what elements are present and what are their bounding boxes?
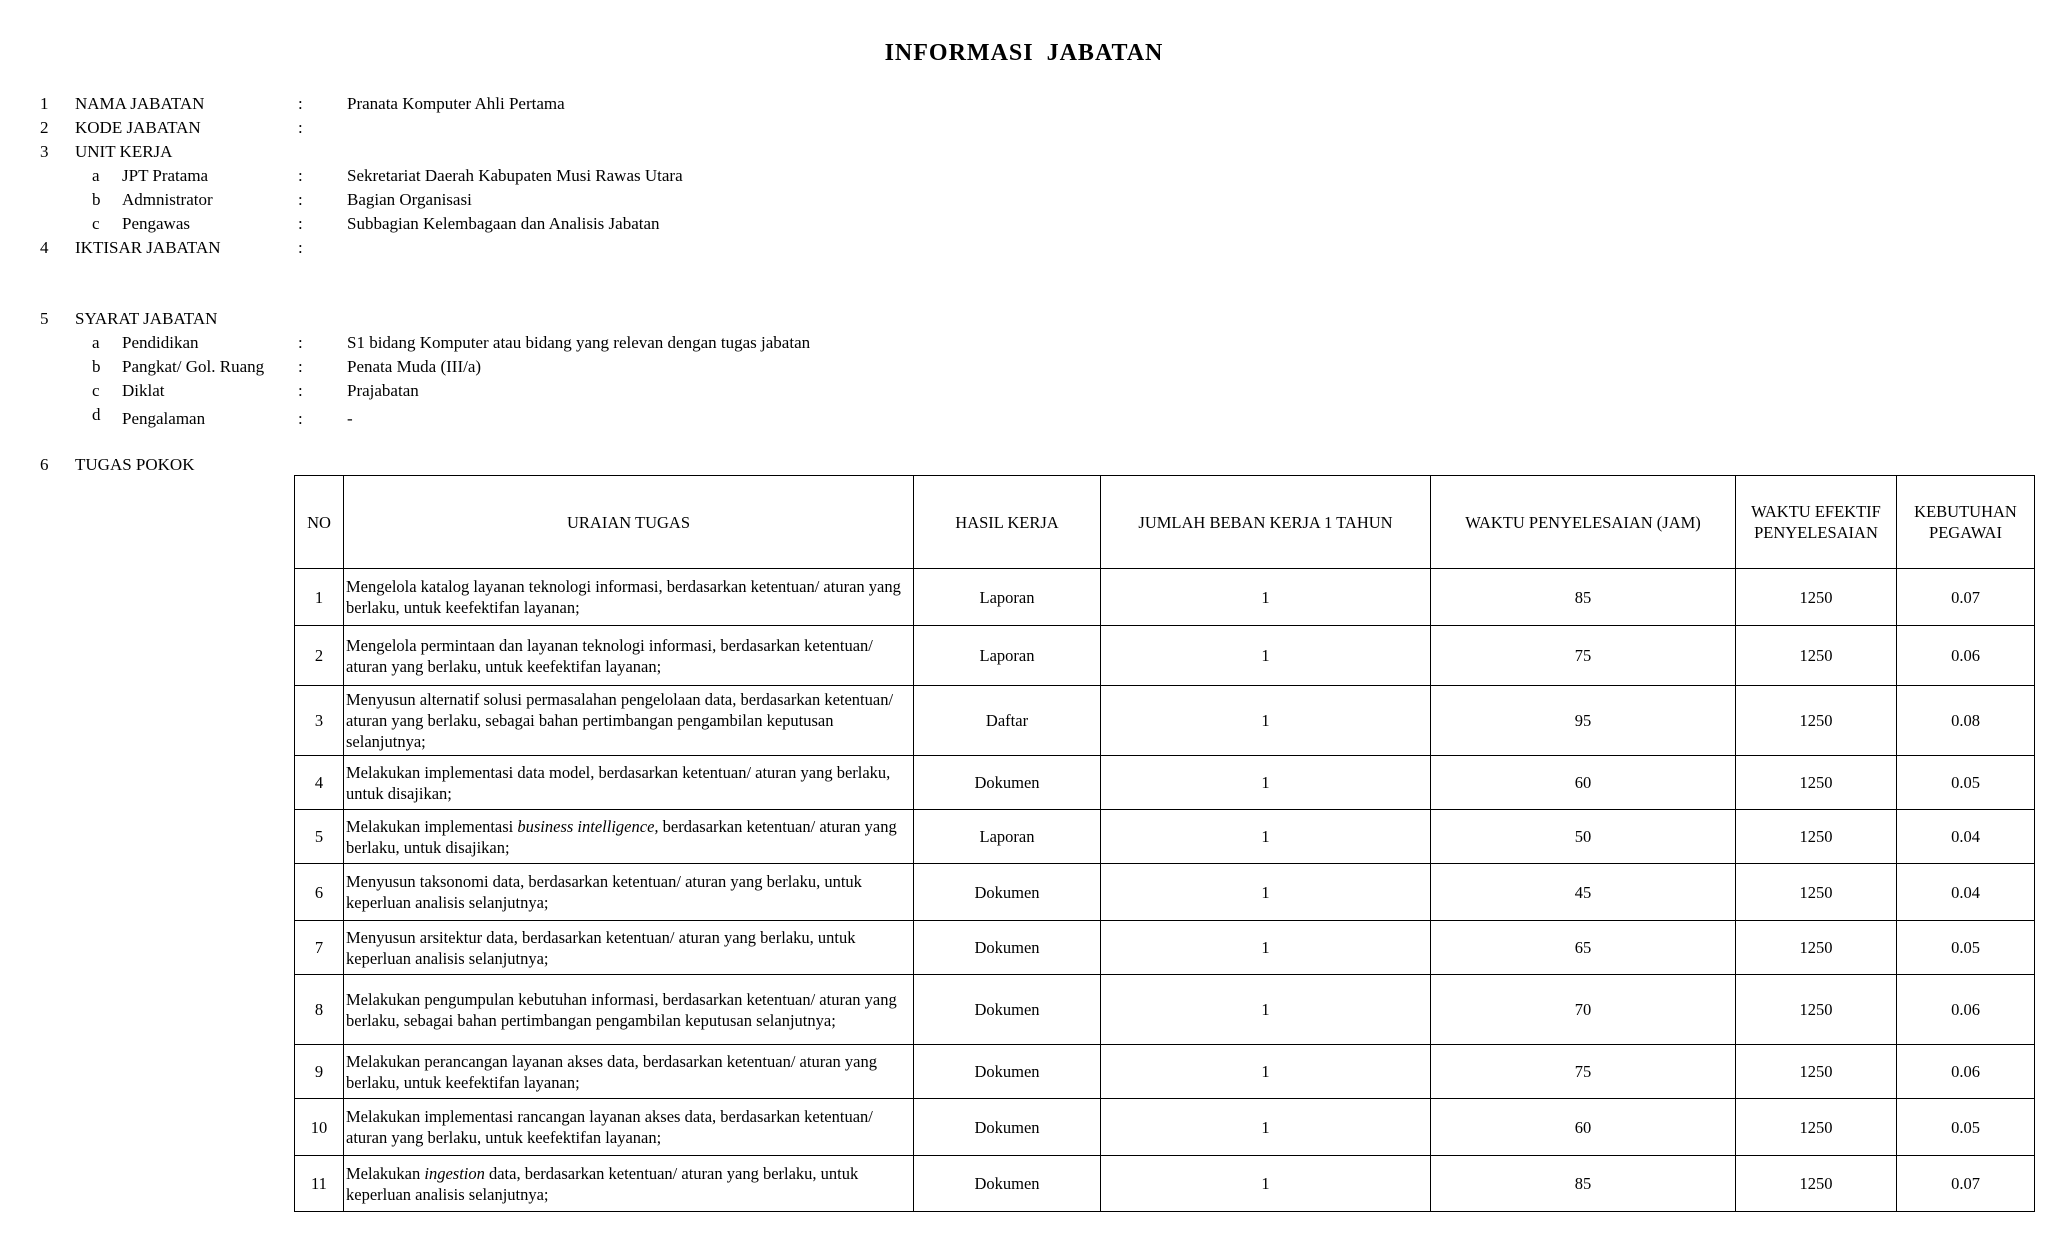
cell-uraian: Menyusun alternatif solusi permasalahan pengelolaan data, berdasarkan ketentuan/ aturan yang berlaku, sebagai bahan pertimbangan pengambilan keputusan selanjutnya; [344, 686, 914, 756]
cell-efektif: 1250 [1736, 1045, 1897, 1099]
table-row [295, 864, 2035, 921]
sub-colon: : [298, 381, 303, 400]
cell-kebutuhan: 0.05 [1897, 1099, 2035, 1156]
sub-label: Pangkat/ Gol. Ruang [122, 357, 265, 376]
cell-no: 3 [295, 686, 344, 756]
sub-value: Bagian Organisasi [347, 190, 472, 209]
cell-uraian-post: berdasarkan ketentuan/ aturan yang berlaku, untuk disajikan; [346, 816, 897, 857]
cell-no: 8 [295, 975, 344, 1045]
cell-hasil: Dokumen [914, 1099, 1101, 1156]
cell-efektif: 1250 [1736, 626, 1897, 686]
cell-efektif: 1250 [1736, 810, 1897, 864]
cell-jumlah: 1 [1101, 1045, 1431, 1099]
field-number: 4 [40, 238, 49, 257]
cell-uraian-pre: Melakukan [346, 1163, 425, 1183]
field-syarat-jabatan [0, 308, 2048, 330]
cell-jumlah: 1 [1101, 921, 1431, 975]
field-number: 2 [40, 118, 49, 137]
cell-jumlah: 1 [1101, 626, 1431, 686]
cell-jumlah: 1 [1101, 810, 1431, 864]
field-kode-jabatan [0, 117, 2048, 139]
cell-waktu: 75 [1431, 1045, 1736, 1099]
field-number: 1 [40, 94, 49, 113]
cell-kebutuhan: 0.07 [1897, 1156, 2035, 1212]
sub-label: Admnistrator [122, 190, 213, 209]
cell-kebutuhan: 0.06 [1897, 626, 2035, 686]
cell-kebutuhan: 0.06 [1897, 975, 2035, 1045]
sub-value: Sekretariat Daerah Kabupaten Musi Rawas Utara [347, 166, 683, 185]
sub-label: JPT Pratama [122, 166, 209, 185]
cell-kebutuhan: 0.04 [1897, 864, 2035, 921]
cell-hasil: Laporan [914, 810, 1101, 864]
cell-no: 9 [295, 1045, 344, 1099]
cell-kebutuhan: 0.06 [1897, 1045, 2035, 1099]
cell-uraian-italic: business intelligence, [517, 816, 659, 836]
cell-hasil: Laporan [914, 626, 1101, 686]
cell-kebutuhan: 0.07 [1897, 569, 2035, 626]
sub-colon: : [298, 409, 303, 428]
sub-letter: c [92, 214, 100, 233]
cell-uraian [344, 810, 914, 864]
field-unit-kerja [0, 141, 2048, 163]
cell-jumlah: 1 [1101, 686, 1431, 756]
cell-waktu: 50 [1431, 810, 1736, 864]
sub-value: S1 bidang Komputer atau bidang yang relevan dengan tugas jabatan [347, 333, 811, 352]
cell-no: 4 [295, 756, 344, 810]
cell-uraian: Mengelola katalog layanan teknologi informasi, berdasarkan ketentuan/ aturan yang berlaku, untuk keefektifan layanan; [344, 569, 914, 626]
cell-no: 1 [295, 569, 344, 626]
cell-kebutuhan: 0.04 [1897, 810, 2035, 864]
sub-letter: a [92, 333, 100, 352]
table-row [295, 921, 2035, 975]
cell-waktu: 75 [1431, 626, 1736, 686]
sub-letter: c [92, 381, 100, 400]
cell-kebutuhan: 0.05 [1897, 756, 2035, 810]
table-row [295, 810, 2035, 864]
page-title: INFORMASI JABATAN [884, 40, 1164, 66]
cell-jumlah: 1 [1101, 864, 1431, 921]
cell-no: 11 [295, 1156, 344, 1212]
header-waktu-efektif-line2: PENYELESAIAN [1754, 523, 1878, 542]
cell-uraian-italic: ingestion [424, 1163, 485, 1183]
cell-kebutuhan: 0.05 [1897, 921, 2035, 975]
sub-value: Penata Muda (III/a) [347, 357, 482, 376]
cell-jumlah: 1 [1101, 975, 1431, 1045]
field-value: Pranata Komputer Ahli Pertama [347, 94, 565, 113]
syarat-diklat [0, 380, 2048, 402]
cell-waktu: 85 [1431, 569, 1736, 626]
field-label: SYARAT JABATAN [75, 309, 218, 328]
cell-hasil: Dokumen [914, 1045, 1101, 1099]
sub-colon: : [298, 357, 303, 376]
table-row [295, 686, 2035, 756]
cell-uraian [344, 1156, 914, 1212]
cell-jumlah: 1 [1101, 1156, 1431, 1212]
cell-hasil: Daftar [914, 686, 1101, 756]
cell-hasil: Dokumen [914, 864, 1101, 921]
field-nama-jabatan [0, 93, 2048, 115]
cell-uraian-pre: Melakukan implementasi [346, 816, 518, 836]
sub-letter: d [92, 405, 101, 424]
sub-value: - [347, 409, 353, 428]
sub-colon: : [298, 190, 303, 209]
sub-colon: : [298, 333, 303, 352]
sub-letter: b [92, 190, 101, 209]
header-no: NO [295, 476, 344, 569]
field-number: 3 [40, 142, 49, 161]
header-jumlah-beban: JUMLAH BEBAN KERJA 1 TAHUN [1101, 476, 1431, 569]
sub-letter: a [92, 166, 100, 185]
header-waktu-efektif [1736, 476, 1897, 569]
header-uraian-tugas: URAIAN TUGAS [344, 476, 914, 569]
header-kebutuhan-line2: PEGAWAI [1929, 523, 2002, 542]
table-row [295, 756, 2035, 810]
cell-waktu: 60 [1431, 756, 1736, 810]
sub-colon: : [298, 166, 303, 185]
sub-label: Pendidikan [122, 333, 199, 352]
table-header-row [295, 476, 2035, 569]
cell-hasil: Dokumen [914, 756, 1101, 810]
field-colon: : [298, 94, 303, 113]
field-label: IKTISAR JABATAN [75, 238, 221, 257]
cell-no: 7 [295, 921, 344, 975]
cell-efektif: 1250 [1736, 921, 1897, 975]
cell-waktu: 65 [1431, 921, 1736, 975]
sub-label: Pengawas [122, 214, 190, 233]
cell-hasil: Dokumen [914, 921, 1101, 975]
cell-uraian: Melakukan implementasi data model, berdasarkan ketentuan/ aturan yang berlaku, untuk disajikan; [344, 756, 914, 810]
field-label: UNIT KERJA [75, 142, 173, 161]
cell-efektif: 1250 [1736, 756, 1897, 810]
table-row [295, 569, 2035, 626]
sub-label: Pengalaman [122, 409, 206, 428]
cell-uraian-post: data, berdasarkan ketentuan/ aturan yang berlaku, untuk keperluan analisis selanjutnya; [346, 1163, 859, 1204]
sub-label: Diklat [122, 381, 165, 400]
cell-waktu: 85 [1431, 1156, 1736, 1212]
field-label: TUGAS POKOK [75, 455, 195, 474]
cell-no: 6 [295, 864, 344, 921]
unit-kerja-administrator [0, 189, 2048, 211]
sub-letter: b [92, 357, 101, 376]
field-label: KODE JABATAN [75, 118, 201, 137]
cell-no: 10 [295, 1099, 344, 1156]
cell-no: 5 [295, 810, 344, 864]
syarat-pendidikan [0, 332, 2048, 354]
field-tugas-pokok [0, 454, 2048, 476]
sub-value: Subbagian Kelembagaan dan Analisis Jabatan [347, 214, 660, 233]
cell-uraian: Mengelola permintaan dan layanan teknologi informasi, berdasarkan ketentuan/ aturan yang berlaku, untuk keefektifan layanan; [344, 626, 914, 686]
field-number: 5 [40, 309, 49, 328]
syarat-pangkat [0, 356, 2048, 378]
cell-uraian: Melakukan implementasi rancangan layanan akses data, berdasarkan ketentuan/ aturan yang berlaku, untuk keefektifan layanan; [344, 1099, 914, 1156]
cell-waktu: 70 [1431, 975, 1736, 1045]
unit-kerja-jpt-pratama [0, 165, 2048, 187]
cell-uraian: Menyusun arsitektur data, berdasarkan ketentuan/ aturan yang berlaku, untuk keperluan analisis selanjutnya; [344, 921, 914, 975]
sub-value: Prajabatan [347, 381, 419, 400]
field-colon: : [298, 118, 303, 137]
cell-efektif: 1250 [1736, 686, 1897, 756]
header-hasil-kerja: HASIL KERJA [914, 476, 1101, 569]
table-row [295, 626, 2035, 686]
cell-waktu: 60 [1431, 1099, 1736, 1156]
syarat-pengalaman [0, 405, 2048, 430]
cell-waktu: 45 [1431, 864, 1736, 921]
cell-efektif: 1250 [1736, 1156, 1897, 1212]
field-iktisar-jabatan [0, 237, 2048, 259]
table-row [295, 1045, 2035, 1099]
field-number: 6 [40, 455, 49, 474]
header-waktu-penyelesaian: WAKTU PENYELESAIAN (JAM) [1431, 476, 1736, 569]
header-kebutuhan-pegawai [1897, 476, 2035, 569]
cell-efektif: 1250 [1736, 975, 1897, 1045]
header-kebutuhan-line1: KEBUTUHAN [1914, 502, 2017, 521]
cell-uraian: Melakukan perancangan layanan akses data, berdasarkan ketentuan/ aturan yang berlaku, untuk keefektifan layanan; [344, 1045, 914, 1099]
cell-hasil: Dokumen [914, 975, 1101, 1045]
table-row [295, 1156, 2035, 1212]
cell-waktu: 95 [1431, 686, 1736, 756]
sub-colon: : [298, 214, 303, 233]
tugas-pokok-table [294, 475, 2035, 1212]
cell-jumlah: 1 [1101, 569, 1431, 626]
cell-jumlah: 1 [1101, 1099, 1431, 1156]
cell-efektif: 1250 [1736, 864, 1897, 921]
header-waktu-efektif-line1: WAKTU EFEKTIF [1751, 502, 1881, 521]
cell-no: 2 [295, 626, 344, 686]
cell-uraian: Menyusun taksonomi data, berdasarkan ketentuan/ aturan yang berlaku, untuk keperluan analisis selanjutnya; [344, 864, 914, 921]
unit-kerja-pengawas [0, 213, 2048, 235]
table-row [295, 975, 2035, 1045]
field-label: NAMA JABATAN [75, 94, 205, 113]
cell-jumlah: 1 [1101, 756, 1431, 810]
cell-efektif: 1250 [1736, 1099, 1897, 1156]
cell-efektif: 1250 [1736, 569, 1897, 626]
cell-kebutuhan: 0.08 [1897, 686, 2035, 756]
table-row [295, 1099, 2035, 1156]
cell-hasil: Laporan [914, 569, 1101, 626]
cell-hasil: Dokumen [914, 1156, 1101, 1212]
cell-uraian: Melakukan pengumpulan kebutuhan informasi, berdasarkan ketentuan/ aturan yang berlaku, sebagai bahan pertimbangan pengambilan keputusan selanjutnya; [344, 975, 914, 1045]
field-colon: : [298, 238, 303, 257]
